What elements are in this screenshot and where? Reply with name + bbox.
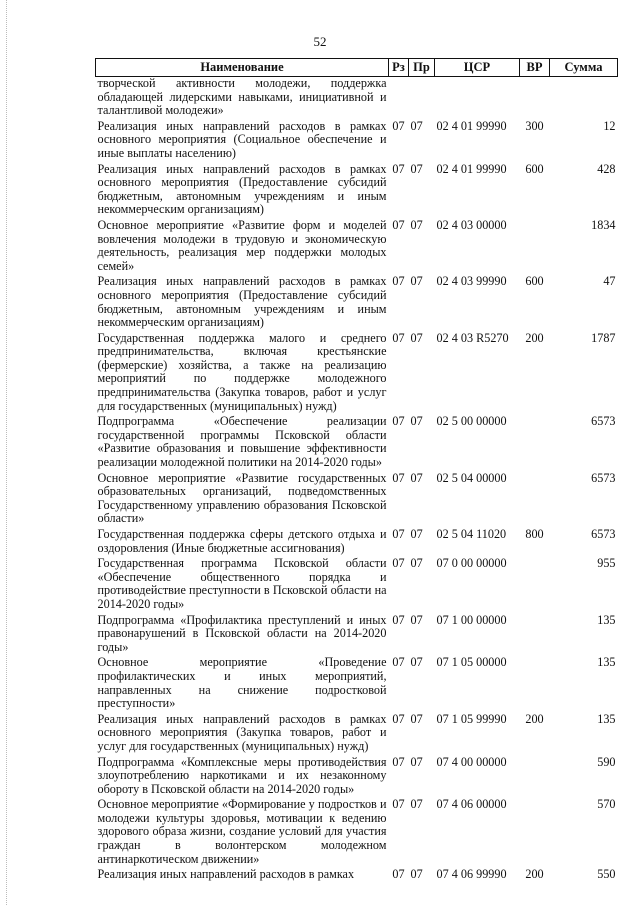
header-rz: Рз — [389, 59, 409, 77]
cell-csr: 07 1 05 99990 — [436, 711, 507, 726]
cell-sum: 570 — [597, 797, 616, 812]
cell-vr — [520, 798, 550, 868]
cell-name: Основное мероприятие «Проведение профилактических и иных мероприятий, направленных на снижение подростковой преступности» — [97, 655, 387, 711]
cell-rz: 07 — [392, 655, 405, 670]
table-row — [96, 415, 618, 471]
table-row — [96, 472, 618, 528]
cell-csr: 07 0 00 00000 — [436, 556, 507, 571]
scan-edge — [6, 0, 7, 905]
cell-sum: 6573 — [591, 527, 616, 541]
cell-vr: 200 — [525, 711, 544, 726]
cell-sum: 590 — [597, 754, 616, 769]
cell-rz: 07 — [392, 118, 405, 133]
cell-name: Реализация иных направлений расходов в рамках основного мероприятия (Закупка товаров, работ и услуг для государственных (муниципальных) нужд) — [97, 711, 387, 753]
header-pr: Пр — [409, 59, 435, 77]
cell-pr: 07 — [410, 655, 423, 670]
cell-csr: 02 4 01 99990 — [436, 118, 507, 133]
cell-name: Реализация иных направлений расходов в рамках основного мероприятия (Предоставление субсидий бюджетным, автономным учреждениям и иным некоммерческим организациям) — [97, 274, 387, 330]
cell-csr: 07 1 05 00000 — [436, 655, 507, 670]
cell-csr: 07 4 00 00000 — [436, 754, 507, 769]
table-row — [96, 77, 618, 120]
table-header-row — [96, 59, 618, 77]
cell-csr: 02 4 03 00000 — [436, 217, 507, 232]
cell-name: Реализация иных направлений расходов в рамках основного мероприятия (Социальное обеспечение и иные выплаты населению) — [97, 118, 387, 160]
table-row — [96, 756, 618, 799]
cell-name: Государственная поддержка сферы детского отдыха и оздоровления (Иные бюджетные ассигнования) — [97, 527, 387, 555]
cell-csr: 02 5 04 00000 — [436, 470, 507, 485]
table-row — [96, 798, 618, 868]
cell-vr — [520, 415, 550, 471]
cell-csr: 02 4 03 R5270 — [436, 330, 509, 345]
cell-sum: 47 — [603, 274, 616, 289]
cell-name: Подпрограмма «Комплексные меры противодействия злоупотреблению наркотиками и их незаконному обороту в Псковской области на 2014-2020 годы» — [97, 754, 387, 796]
table-row — [96, 713, 618, 756]
table-row — [96, 219, 618, 275]
header-csr: ЦСР — [435, 59, 520, 77]
cell-name: Реализация иных направлений расходов в рамках основного мероприятия (Предоставление субсидий бюджетным, автономным учреждениям и иным некоммерческим организациям) — [97, 161, 387, 217]
cell-pr: 07 — [410, 867, 423, 882]
cell-pr: 07 — [410, 217, 423, 232]
cell-vr — [520, 77, 550, 120]
cell-name: Реализация иных направлений расходов в рамках — [97, 867, 355, 882]
cell-sum: 550 — [597, 867, 616, 882]
table-row — [96, 868, 618, 884]
cell-vr — [520, 614, 550, 657]
cell-csr: 02 4 01 99990 — [436, 161, 507, 176]
cell-rz: 07 — [392, 414, 405, 429]
cell-rz: 07 — [392, 330, 405, 345]
cell-vr — [520, 557, 550, 613]
cell-rz: 07 — [392, 527, 405, 541]
cell-vr: 200 — [525, 867, 544, 882]
cell-pr: 07 — [410, 470, 423, 485]
cell-rz: 07 — [392, 470, 405, 485]
cell-name: Подпрограмма «Обеспечение реализации государственной программы Псковской области «Развитие образования и повышение эффективности реализации молодежной политики на 2014-2020 годы» — [97, 414, 387, 470]
cell-pr — [409, 77, 435, 120]
cell-vr: 300 — [525, 118, 544, 133]
cell-csr: 07 4 06 99990 — [436, 867, 507, 882]
cell-vr — [520, 656, 550, 712]
cell-pr: 07 — [410, 754, 423, 769]
cell-rz: 07 — [392, 711, 405, 726]
table-row — [96, 120, 618, 163]
cell-name: Основное мероприятие «Развитие форм и моделей вовлечения молодежи в трудовую и экономическую деятельность, реализация мер поддержки молодых семей» — [97, 217, 387, 273]
cell-sum: 6573 — [591, 414, 616, 429]
cell-csr: 02 5 04 11020 — [436, 527, 507, 541]
cell-name: творческой активности молодежи, поддержка обладающей лидерскими навыками, инициативной и талантливой молодежи» — [97, 76, 387, 118]
cell-rz: 07 — [392, 797, 405, 812]
cell-name: Подпрограмма «Профилактика преступлений и иных правонарушений в Псковской области на 2014-2020 годы» — [97, 612, 387, 654]
table-row — [96, 275, 618, 331]
cell-csr: 07 4 06 00000 — [436, 797, 507, 812]
cell-csr: 02 4 03 99990 — [436, 274, 507, 289]
cell-vr: 800 — [525, 527, 544, 541]
table-row — [96, 557, 618, 613]
cell-sum: 1787 — [591, 330, 616, 345]
cell-name: Государственная программа Псковской области «Обеспечение общественного порядка и противодействие преступности в Псковской области на 2014-2020 годы» — [97, 556, 387, 611]
cell-rz: 07 — [392, 274, 405, 289]
cell-vr — [520, 756, 550, 799]
cell-csr — [435, 77, 520, 120]
table-row — [96, 332, 618, 416]
cell-pr: 07 — [410, 330, 423, 345]
cell-pr: 07 — [410, 711, 423, 726]
cell-vr: 600 — [525, 161, 544, 176]
table-row — [96, 528, 618, 557]
table-body — [96, 77, 618, 884]
cell-pr: 07 — [410, 612, 423, 627]
cell-pr: 07 — [410, 414, 423, 429]
cell-vr: 600 — [525, 274, 544, 289]
header-name: Наименование — [96, 59, 389, 77]
cell-rz: 07 — [392, 612, 405, 627]
table-row — [96, 163, 618, 219]
cell-sum: 135 — [597, 655, 616, 670]
header-sum: Сумма — [550, 59, 618, 77]
cell-sum: 1834 — [591, 217, 616, 232]
cell-rz: 07 — [392, 556, 405, 571]
cell-sum: 135 — [597, 711, 616, 726]
cell-pr: 07 — [410, 274, 423, 289]
header-vr: ВР — [520, 59, 550, 77]
page-number: 52 — [313, 34, 327, 49]
cell-rz: 07 — [392, 867, 405, 882]
table-row — [96, 614, 618, 657]
cell-sum: 955 — [597, 556, 616, 571]
cell-sum: 428 — [597, 161, 616, 176]
cell-pr: 07 — [410, 797, 423, 812]
cell-name: Государственная поддержка малого и среднего предпринимательства, включая крестьянские (фермерские) хозяйства, а также на реализацию мероприятий по поддержке молодежного предпринимательства (Закупка товаров, работ и услуг для государственных (муниципальных) нужд) — [97, 330, 387, 413]
cell-pr: 07 — [410, 118, 423, 133]
cell-rz — [389, 77, 409, 120]
cell-sum: 6573 — [591, 470, 616, 485]
cell-vr — [520, 219, 550, 275]
cell-pr: 07 — [410, 161, 423, 176]
cell-rz: 07 — [392, 754, 405, 769]
budget-table — [95, 58, 618, 884]
cell-rz: 07 — [392, 161, 405, 176]
cell-rz: 07 — [392, 217, 405, 232]
cell-sum: 135 — [597, 612, 616, 627]
cell-name: Основное мероприятие «Развитие государственных образовательных организаций, подведомственных Государственному управлению образования Псковской области» — [97, 470, 387, 526]
cell-vr: 200 — [525, 330, 544, 345]
cell-pr: 07 — [410, 556, 423, 571]
cell-sum: 12 — [603, 118, 616, 133]
cell-sum — [550, 77, 618, 120]
table-row — [96, 656, 618, 712]
cell-name: Основное мероприятие «Формирование у подростков и молодежи культуры здоровья, мотивации к ведению здорового образа жизни, создание условий для участия граждан в волонтерском молодежном антинаркотическом движении» — [97, 797, 387, 866]
cell-vr — [520, 472, 550, 528]
cell-csr: 02 5 00 00000 — [436, 414, 507, 429]
cell-csr: 07 1 00 00000 — [436, 612, 507, 627]
cell-pr: 07 — [410, 527, 423, 541]
